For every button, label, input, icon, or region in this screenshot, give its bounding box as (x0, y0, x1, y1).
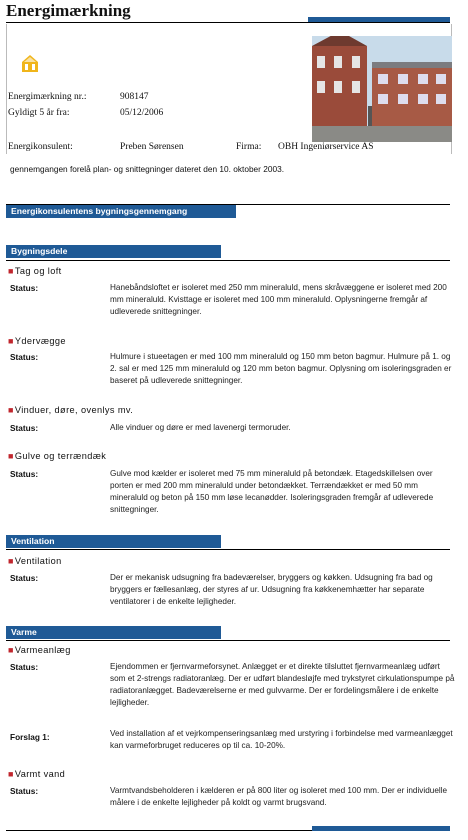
header-rule (6, 22, 450, 23)
review-heading: Energikonsulentens bygningsgennemgang (6, 205, 236, 218)
item-ydervaegge-title-text: Ydervægge (14, 336, 66, 346)
review-rule (6, 204, 450, 205)
item-varmeanlaeg-title (8, 645, 71, 655)
item-varmeanlaeg-title-text: Varmeanlæg (14, 645, 71, 655)
section-ventilation-rule (6, 549, 450, 550)
bullet-icon: ■ (8, 336, 14, 346)
item-vinduer-title (8, 405, 133, 415)
firm-value: OBH Ingeniørservice AS (278, 142, 374, 152)
item-varmeanlaeg-text: Ejendommen er fjernvarmeforsynet. Anlægget er et direkte tilsluttet fjernvarmeanlæg udført som et 2-strengs radiatoranlæg. Der er udført blandesløjfe med trykstyret cirkulationspumpe på radiatoranlægget. Badeværelserne er med gulvvarme. Der er fordelingsmålere i de enkelte lejligheder. (110, 662, 455, 707)
bullet-icon: ■ (8, 451, 14, 461)
valid-from-value: 05/12/2006 (120, 108, 164, 118)
item-vinduer-text: Alle vinduer og døre er med lavenergi termoruder. (110, 423, 291, 432)
consultant-label: Energikonsulent: (8, 142, 73, 152)
item-ventilation-title (8, 556, 62, 566)
item-ydervaegge-status-label: Status: (10, 352, 39, 362)
drawings-note: gennemgangen forelå plan- og snittegninger dateret den 10. oktober 2003. (10, 164, 284, 174)
building-photo (312, 36, 452, 142)
item-varmt-vand-text: Varmtvandsbeholderen i kælderen er på 800 liter og isoleret med 100 mm. Der er individuelle målere i de enkelte lejligheder på koldt og varmt brugsvand. (110, 786, 448, 807)
section-varme-rule (6, 640, 450, 641)
energy-label-number-value: 908147 (120, 92, 149, 102)
footer-accent-bar (312, 826, 450, 831)
bullet-icon: ■ (8, 405, 14, 415)
item-ventilation-text: Der er mekanisk udsugning fra badeværelser, bryggers og køkken. Udsugning fra bad og bryggers er fællesanlæg, der styres af ur. Udsugning fra køkkenemhætter har separate ventilatorer i de enkelte lejligheder. (110, 573, 433, 606)
consultant-value: Preben Sørensen (120, 142, 184, 152)
item-gulve-title (8, 451, 106, 461)
item-varmt-vand-title-text: Varmt vand (14, 769, 66, 779)
firm-label: Firma: (236, 142, 262, 152)
item-varmeanlaeg-proposal-text: Ved installation af et vejrkompenseringsanlæg med urstyring i forbindelse med varmeanlægget kan varmeforbruget reduceres op til ca. 10-20%. (110, 729, 453, 750)
item-vinduer-status-label: Status: (10, 423, 39, 433)
item-tag-text: Hanebåndsloftet er isoleret med 250 mm mineraluld, mens skråvæggene er isoleret med 200 mm mineraluld. Kvisttage er isoleret med 100 mm mineraluld. Oplysningerne fremgår af udleverede snittegninger. (110, 283, 447, 316)
valid-from-label: Gyldigt 5 år fra: (8, 108, 70, 118)
item-varmeanlaeg-proposal-label: Forslag 1: (10, 732, 50, 742)
energy-label-number-label: Energimærkning nr.: (8, 92, 87, 102)
section-varme: Varme (6, 626, 221, 639)
bullet-icon: ■ (8, 645, 14, 655)
section-bygningsdele-rule (6, 260, 450, 261)
item-varmt-vand-title (8, 769, 65, 779)
item-varmt-vand-status-label: Status: (10, 786, 39, 796)
bullet-icon: ■ (8, 769, 14, 779)
item-gulve-text: Gulve mod kælder er isoleret med 75 mm mineraluld på betondæk. Etagedskillelsen over porten er med 200 mm mineraluld under betondækket. Terrændækket er med 50 mm mineraluld og beton på 150 mm løse lecanødder. Isoleringsgraden fremgår af udleverede snittegninger. (110, 469, 434, 514)
section-bygningsdele: Bygningsdele (6, 245, 221, 258)
item-vinduer-title-text: Vinduer, døre, ovenlys mv. (14, 405, 134, 415)
section-ventilation: Ventilation (6, 535, 221, 548)
item-gulve-title-text: Gulve og terrændæk (14, 451, 107, 461)
item-ventilation-title-text: Ventilation (14, 556, 62, 566)
bullet-icon: ■ (8, 266, 14, 276)
page-title: Energimærkning (6, 1, 131, 20)
item-gulve-status-label: Status: (10, 469, 39, 479)
item-ventilation-status-label: Status: (10, 573, 39, 583)
item-tag-status-label: Status: (10, 283, 39, 293)
item-tag-title (8, 266, 62, 276)
item-tag-title-text: Tag og loft (14, 266, 62, 276)
item-ydervaegge-title (8, 336, 66, 346)
energy-label-logo (20, 53, 40, 73)
bullet-icon: ■ (8, 556, 14, 566)
item-varmeanlaeg-status-label: Status: (10, 662, 39, 672)
item-ydervaegge-text: Hulmure i stueetagen er med 100 mm mineraluld og 150 mm beton bagmur. Hulmure på 1. og 2. sal er med 125 mm mineraluld og 120 mm beton bagmur. Oplysning om isoleringsgraden er baseret på udleverede snittegninger. (110, 352, 452, 385)
